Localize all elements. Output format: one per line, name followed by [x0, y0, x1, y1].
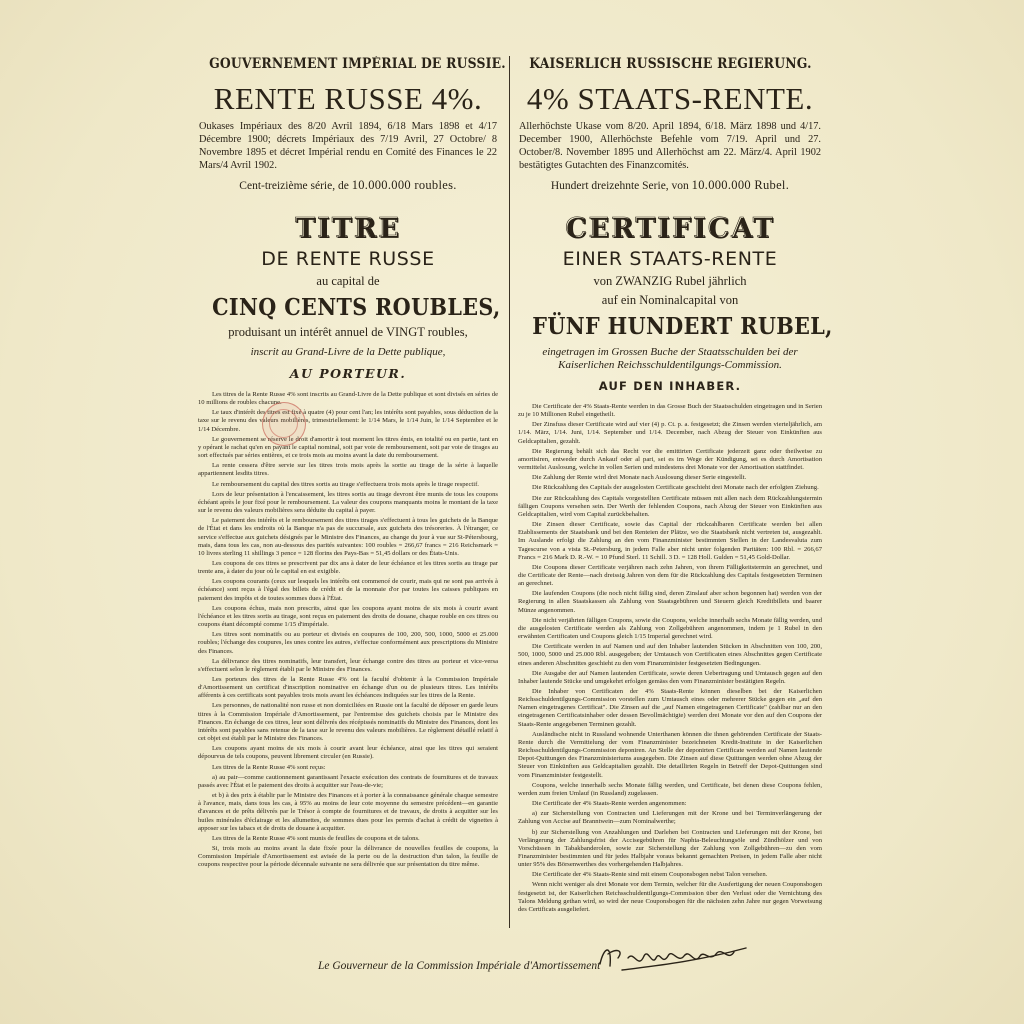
terms-paragraph: Die Certificate der 4% Staats-Rente sind mit einem Couponsbogen nebst Talon versehen.: [532, 871, 768, 879]
terms-paragraph: Coupons, welche innerhalb sechs Monate fällig werden, und Certificate, bei denen diese Coupons fehlen, werden zum freien Umlauf (in Russland) zugelassen.: [518, 781, 822, 797]
terms-paragraph: Die Rückzahlung des Capitals der ausgelosten Certificate geschieht drei Monate nach der erfolgten Ziehung.: [532, 484, 819, 492]
terms-paragraph: Les coupons ayant moins de six mois à courir avant leur échéance, ainsi que les titres qui seraient dépourvus de tels coupons, peuvent librement circuler (en Russie).: [198, 745, 498, 761]
bearer-line: AU PORTEUR.: [289, 366, 407, 381]
terms-paragraph: Le taux d'intérêt des titres est fixé à quatre (4) pour cent l'an; les intérêts sont payables, sous déduction de la taxe sur le revenu des valeurs mobilières, trimestriellement: le 1/14 Mars, le 1/14 Juin, le 1/14 Septembre et le 1/14 Décembre.: [198, 409, 498, 433]
governor-signature: [594, 936, 754, 980]
terms-paragraph: Die Certificate der 4% Staats-Rente werden angenommen:: [532, 800, 687, 808]
terms-paragraph: Les porteurs des titres de la Rente Russe 4% ont la faculté d'obtenir à la Commission Impériale d'Amortissement un certificat d'inscription nominative en échange d'un ou de plusieurs titres. Les intérêts afférents à ces certificats sont payables trois mois avant les échéances indiquées sur les titres de la Rente.: [198, 676, 498, 700]
terms-paragraph: b) zur Sicherstellung von Anzahlungen und Darlehen bei Contracten und Lieferungen mit der Krone, bei Verlängerung der Zahlungsfrist der Accisegebühren für Naphta-Beleuchtungsöle und Zündhölzer und von Vorschüssen in Tabakbanderolen, sowie zur Sicherstellung der Zahlung von Zollgebühren—zu den vom Finanzminister bestimmten und für jedes Halbjahr voraus bekannt gemachten Preisen, in jedem Falle aber nicht unter 95% des Börsenwerthes des vorhergehenden Halbjahres.: [518, 828, 822, 869]
series-line-de: [517, 178, 823, 193]
terms-paragraph: et b) à des prix à établir par le Ministre des Finances et à porter à la connaissance générale chaque semestre à l'avance, mais, dans tous les cas, à 95% au moins de leur cote moyenne du semestre précédent—en garantie d'avances et de prêts délivrés par le Trésor à compte de fournitures et de travaux, de droits à acquitter sur les huiles minérales d'éclairage et les allumettes, de sommes dues pour les permis d'achat à crédit de vignettes à apposer sur les tabacs et de droits de douane à acquitter.: [198, 792, 498, 832]
certificat-heading: CERTIFICAT: [565, 213, 775, 244]
terms-paragraph: Die Zahlung der Rente wird drei Monate nach Auslosung dieser Serie eingestellt.: [532, 474, 747, 482]
capital-label-de: auf ein Nominalcapital von: [601, 293, 739, 307]
bearer-line-de: AUF DEN INHABER.: [598, 379, 742, 393]
german-column: [517, 56, 833, 948]
terms-paragraph: Les personnes, de nationalité non russe et non domiciliées en Russie ont la faculté de déposer en garde leurs titres à la Commission Impériale d'Amortissement, par l'entremise des guichets choisis par le Ministre des Finances. En échange de ces titres, leur sont délivrés des récépissés nominatifs du Ministre des Finances, dont les intérêts sont payables sans retenue de la taxe sur le revenu des valeurs mobilières. Le règlement détaillé relatif à cet objet est établi par le Ministre des Finances.: [198, 702, 498, 743]
interest-line-de: von ZWANZIG Rubel jährlich: [593, 274, 747, 288]
terms-paragraph: Die Certificate werden in auf Namen und auf den Inhaber lautenden Stücken in Abschnitten von 100, 200, 500, 1000, 5000 und 25.000 Rbl. ausgegeben; der Umtausch von Certificaten eines Abschnittes gegen Certificate eines anderen Abschnittes geschieht zu den vom Finanzminister festgesetzten Bedingungen.: [518, 643, 822, 667]
terms-paragraph: Les coupons échus, mais non prescrits, ainsi que les coupons ayant moins de six mois à courir avant l'échéance et les titres sortis au tirage, sont reçus en paiement des droits de douane, chaque rouble en ces titres ou coupons étant décompté comme 1/15 d'impériale.: [198, 604, 498, 629]
terms-paragraph: Les titres de la Rente Russe 4% sont munis de feuilles de coupons et de talons.: [212, 834, 420, 842]
terms-paragraph: Der Zinsfuss dieser Certificate wird auf vier (4) p. Ct. p. a. festgesetzt; die Zinsen werden vierteljährlich, am 1/14. März, 1/14. Juni, 1/14. September und 1/14. December, nach Abzug der Steuer von Einkünften aus Geldcapitalien, gezahlt.: [518, 421, 822, 445]
terms-paragraph: Les titres de la Rente Russe 4% sont inscrits au Grand-Livre de la Dette publique et sont divisés en séries de 10 millions de roubles chacune.: [198, 391, 498, 407]
decree-text: Oukases Impériaux des 8/20 Avril 1894, 6/18 Mars 1898 et 4/17 Décembre 1900; décrets Impériaux des 7/19 Avril, 27 Octobre/ 8 Novembre 1895 et décret Impérial rendu en Comité des Finances le 22 Mars/4 Avril 1902.: [199, 121, 497, 171]
series-line: [197, 178, 499, 193]
series-prefix-de: Hundert dreizehnte Serie, von: [550, 180, 689, 192]
terms-paragraph: Die nicht verjährten fälligen Coupons, sowie die Coupons, welche innerhalb sechs Monate fällig werden, und die ausgelosten Certificate werden als Zahlung von Zollgebühren angenommen, indem je 1 Rubel in den erwähnten Certificaten und Coupons gleich 1/15 Imperial gerechnet wird.: [518, 616, 822, 641]
terms-paragraph: Die Zinsen dieser Certificate, sowie das Capital der rückzahlbaren Certificate werden bei allen Etablissements der Staatsbank und bei den Renteien der Plätze, wo die Staatsbank nicht vertreten ist, ausgezahlt. Im Auslande erfolgt die Zahlung an den vom Finanzminister bestimmten Stellen in der Landesvaluta zum Tagescurse von a vista St.-Petersburg, in jedem Falle aber nicht unter folgenden Paritäten: 100 Rbl. = 266,67 Francs = 216 Mark D. R.-W. = 10 Pfund Sterl. 11 Schill. 3 D. = 128 Holl. Gulden = 51,45 Gold-Dollar.: [518, 521, 822, 561]
terms-paragraph: Lors de leur présentation à l'encaissement, les titres sortis au tirage devront être munis de tous les coupons échéant après le jour fixé pour le remboursement. La valeur des coupons manquants moins le montant de la taxe sur le revenu des valeurs mobilières sera déduite du capital à payer.: [198, 490, 498, 515]
decree-text-de: Allerhöchste Ukase vom 8/20. April 1894, 6/18. März 1898 und 4/17. December 1900, Allerhöchste Befehle vom 7/19. April und 27. October/8. November 1895 und Allerhöchst am 22. März/4. April 1902 bestätigtes Gutachten des Finanzcomités.: [519, 121, 821, 171]
terms-paragraph: Les titres sont nominatifs ou au porteur et divisés en coupures de 100, 200, 500, 1000, 5000 et 25.000 roubles; l'échange des coupures, les unes contre les autres, s'effectue conformément aux prescriptions du Ministre des Finances.: [198, 631, 498, 655]
series-amount: 10.000.000 roubles.: [351, 178, 457, 192]
series-amount-de: 10.000.000 Rubel.: [691, 178, 790, 192]
terms-paragraph: Les titres de la Rente Russe 4% sont reçus:: [212, 763, 326, 771]
terms-paragraph: Die Ausgabe der auf Namen lautenden Certificate, sowie deren Uebertragung und Umtausch gegen auf den Inhaber lautende Stücke und umgekehrt erfolgen gemäss den vom Finanzminister bestätigten Regeln.: [518, 669, 822, 685]
column-divider: [509, 56, 510, 928]
terms-paragraph: Le remboursement du capital des titres sortis au tirage s'effectuera trois mois après le tirage respectif.: [212, 480, 479, 488]
red-seal-stamp: [262, 402, 306, 446]
terms-paragraph: Ausländische nicht in Russland wohnende Unterthanen können die ihnen gehörenden Certificate der Staats-Rente durch die Vermittelung der vom Finanzminister bezeichneten Kredit-Institute in der Kaiserlichen Reichsschuldentilgungs-Commission deponiren. An Stelle der deponirten Certificate werden auf Namen lautende Depot-Quittungen des Finanzministeriums ausgegeben. Die Zinsen auf diese Quittungen werden ohne Abzug der Steuer von Einkünften aus Geldcapitalien gezahlt. Die detaillirten Regeln in Betreff der Depot-Quittungen sind vom Finanzminister festgestellt.: [518, 730, 822, 779]
german-terms-body: [517, 403, 823, 948]
series-prefix: Cent-treizième série, de: [239, 180, 349, 192]
inscription-line: inscrit au Grand-Livre de la Dette publique,: [250, 346, 446, 358]
terms-paragraph: Les coupons courants (ceux sur lesquels les intérêts ont commencé de courir, mais qui ne sont pas arrivés à échéance) sont reçus à l'égal des billets de crédit et de la monnaie d'or par toutes les caisses publiques en paiement des impôts et de toutes sommes dues à l'État.: [198, 578, 498, 602]
terms-paragraph: Le paiement des intérêts et le remboursement des titres tirages s'effectuent à tous les guichets de la Banque de l'État et dans les endroits où la Banque n'a pas de succursale, aux guichets des trésoreries. À l'étranger, ce service s'effectue aux guichets désignés par le Ministre des Finances, au change du jour à vue sur St-Pétersbourg, mais, dans tous les cas, non au-dessous des parités suivantes: 100 roubles = 266,67 francs = 216 Reichsmark = 10 livres sterling 11 shillings 3 pence = 128 florins des Pays-Bas = 51,45 dollars or des États-Unis.: [198, 517, 498, 557]
terms-paragraph: Die laufenden Coupons (die noch nicht fällig sind, deren Zinslauf aber schon begonnen hat) werden von der Regierung in allen Staatskassen als Zahlung von Staatsgebühren und Steuern gleich Kreditbillets und baarer Münze angenommen.: [518, 590, 822, 614]
rente-title-de: 4% STAATS-RENTE.: [526, 81, 814, 116]
terms-paragraph: La rente cessera d'être servie sur les titres trois mois après la sortie au tirage de la série à laquelle appartiennent lesdits titres.: [198, 462, 498, 478]
amount-heading-de: FÜNF HUNDERT RUBEL,: [532, 313, 833, 340]
terms-paragraph: Die Certificate der 4% Staats-Rente werden in das Grosse Buch der Staatsschulden eingetragen und in Serien zu je 10 Millionen Rubel eingetheilt.: [518, 403, 822, 419]
titre-subheading: DE RENTE RUSSE: [261, 248, 435, 270]
titre-heading: TITRE: [295, 213, 401, 244]
french-column: [197, 56, 506, 936]
terms-paragraph: Si, trois mois au moins avant la date fixée pour la délivrance de nouvelles feuilles de coupons, la Commission Impériale d'Amortissement est avisée de la perte ou de la destruction d'un talon, la feuille de coupons respective pour la période décennale suivante ne sera délivrée que sur présentation du titre même.: [198, 844, 498, 869]
terms-paragraph: Die Inhaber von Certificaten der 4% Staats-Rente können dieselben bei der Kaiserlichen Reichsschuldentilgungs-Commission vorstellen zum Umtausch eines oder mehrerer Stücke gegen ein „auf den Namen eingetragenes Certificat". Die Zinsen auf die „auf Namen eingetragenen Certificate" (zahlbar nur an den eingetragenen Certificatsinhaber oder dessen Bevollmächtigte) werden drei Monate vor den auf den Coupons der Staats-Rente angegebenen Terminen gezahlt.: [518, 688, 822, 728]
governor-label: Le Gouverneur de la Commission Impériale d'Amortissement: [318, 960, 601, 972]
amount-heading: CINQ CENTS ROUBLES,: [212, 294, 501, 321]
terms-paragraph: Le gouvernement se réserve le droit d'amortir à tout moment les titres émis, en totalité ou en partie, tant en y opérant le rachat qu'en en payant le capital nominal, soit par voie de remboursement, soit par voie de tirages au sort effectués par séries entières, et ce trois mois au moins avant la date du remboursement.: [198, 435, 498, 460]
terms-paragraph: Wenn nicht weniger als drei Monate vor dem Termin, welcher für die Ausfertigung der neuen Couponsbogen festgesetzt ist, der Kaiserlichen Reichsschuldentilgungs-Commission über den Verlust oder die Vernichtung des Talons Meldung gethan wird, so wird der neue Couponsbogen für die nächsten zehn Jahre nur gegen Vorweisung des Certificats ausgeliefert.: [518, 881, 822, 913]
terms-paragraph: a) au pair—comme cautionnement garantissant l'exacte exécution des contrats de fournitures et de travaux passés avec l'État et le paiement des droits à acquitter sur l'eau-de-vie;: [198, 773, 498, 789]
interest-line: produisant un intérêt annuel de VINGT roubles,: [228, 325, 468, 339]
terms-paragraph: Les coupons de ces titres se prescrivent par dix ans à dater de leur échéance et les titres sortis au tirage par trente ans, à dater du jour où le capital en est exigible.: [198, 559, 498, 576]
capital-label: au capital de: [316, 274, 380, 288]
terms-paragraph: Die Coupons dieser Certificate verjähren nach zehn Jahren, von ihrem Fälligkeitstermin an gerechnet, und die Certificate der Rente—nach dreissig Jahren von dem für die Rückzahlung des Capitals festgesetzten Terminen an gerechnet.: [518, 563, 822, 588]
terms-paragraph: La délivrance des titres nominatifs, leur transfert, leur échange contre des titres au porteur et vice-versa s'effectuent selon le règlement établi par le Ministre des Finances.: [198, 657, 498, 673]
terms-paragraph: a) zur Sicherstellung von Contracten und Lieferungen mit der Krone und bei Terminverlängerung der Zahlung von Accise auf Branntwein—zum Nominalwerthe;: [518, 810, 822, 826]
rente-title: RENTE RUSSE 4%.: [213, 81, 483, 116]
terms-paragraph: Die zur Rückzahlung des Capitals vorgestellten Certificate müssen mit allen nach dem Rückzahlungstermin fälligen Coupons versehen sein. Der Werth der fehlenden Coupons, nach Abzug der Steuer von Einkünften aus Geldcapitalien, wird vom Capital zurückbehalten.: [518, 494, 822, 518]
inscription-line-de: eingetragen im Grossen Buche der Staatsschulden bei der Kaiserlichen Reichsschuldentilgungs-Commission.: [542, 346, 798, 371]
government-heading-de: KAISERLICH RUSSISCHE REGIERUNG.: [529, 56, 812, 72]
terms-paragraph: Die Regierung behält sich das Recht vor die emittirten Certificate jederzeit ganz oder theilweise zu amortisiren, entweder durch Ankauf oder al pari, sei es im Wege der Kündigung, sei es durch Amortisation vermittelst Auslosung, welche in vollen Serien und mindestens drei Monate vor der Amortisation stattfindet.: [518, 447, 822, 472]
french-terms-body: [197, 391, 499, 936]
government-heading: GOUVERNEMENT IMPÉRIAL DE RUSSIE.: [209, 56, 506, 72]
certificat-subheading: EINER STAATS-RENTE: [562, 248, 778, 270]
